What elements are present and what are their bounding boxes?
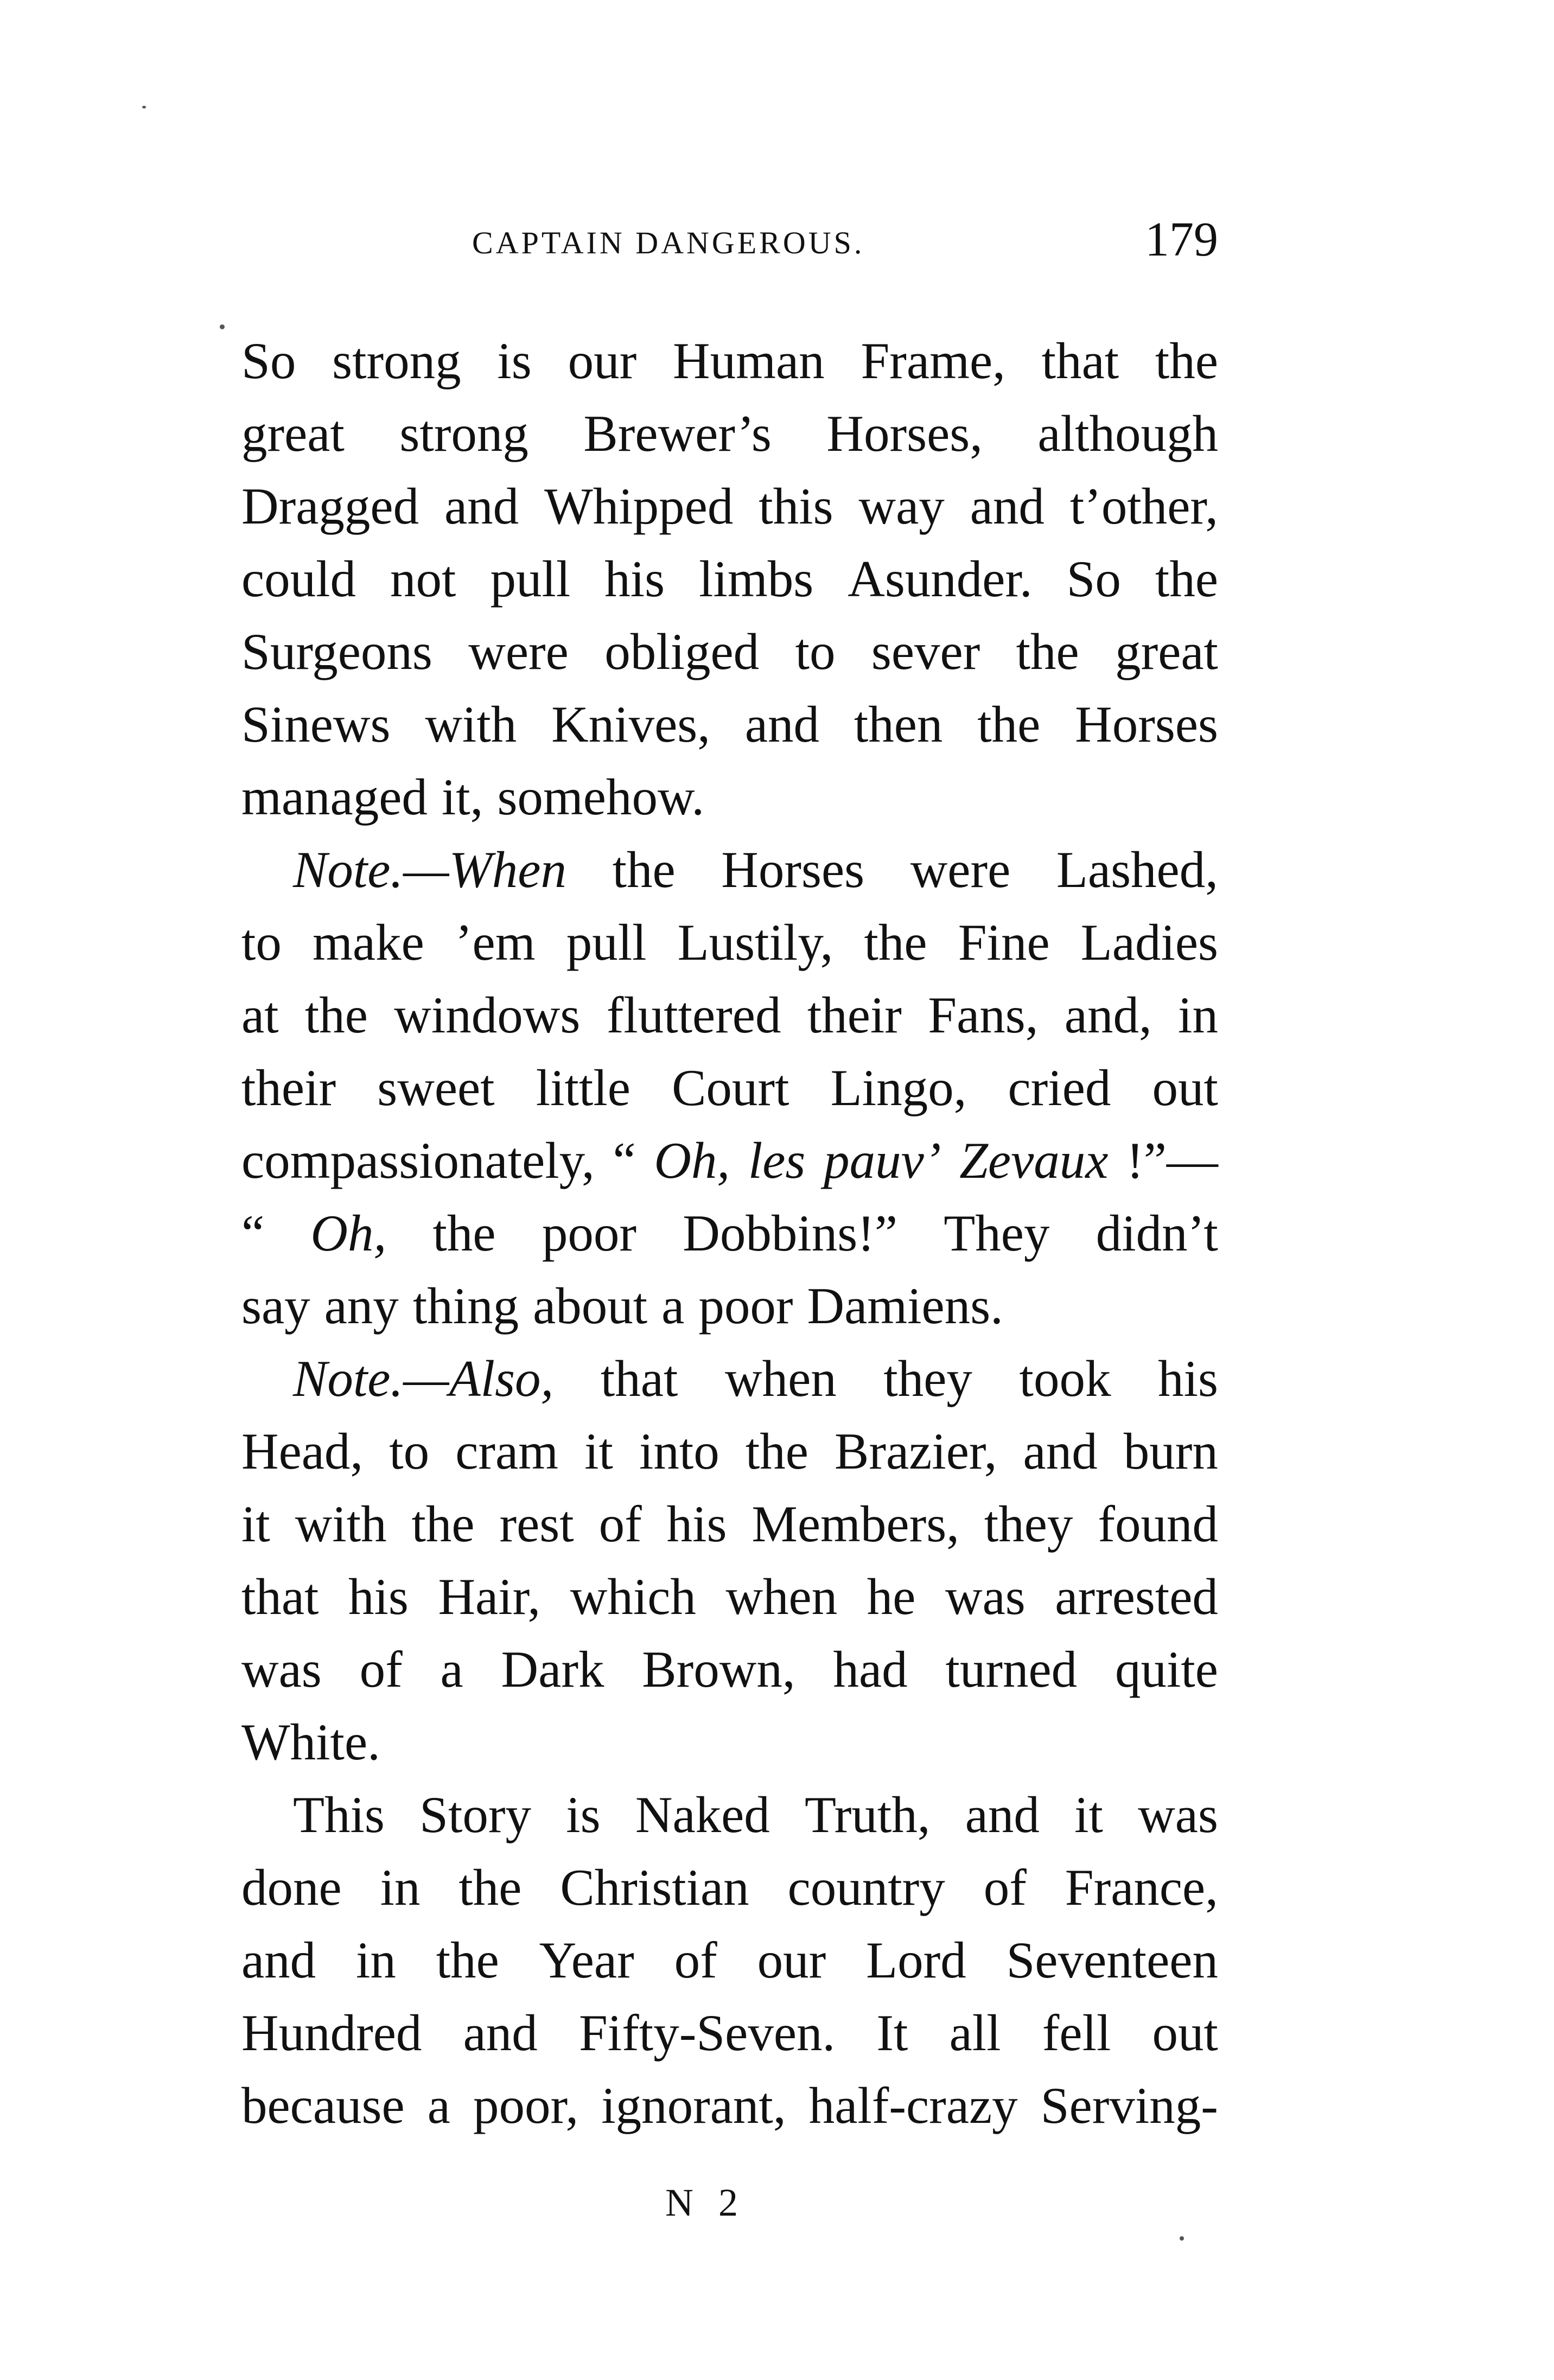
word: “ [613,1132,636,1189]
word: this [759,477,833,535]
word: windows [394,986,581,1044]
word: compassionately, [241,1132,595,1189]
body-text [241,324,1218,2142]
word: Horses, [826,405,983,462]
word: is [566,1786,601,1843]
word: that [600,1350,678,1407]
word: Human [672,332,825,390]
text-line [241,1415,1218,1488]
word: it [584,1422,613,1480]
text-line [241,1560,1218,1633]
word: obliged [604,623,760,680]
word: Whipped [544,477,734,535]
word: in [356,1931,396,1989]
word: could [241,550,356,608]
word: Court [672,1059,789,1116]
word: poor, [473,2077,579,2134]
word: at [241,986,279,1044]
word: Dark [501,1641,604,1698]
text-line [241,1051,1218,1124]
word: Truth, [805,1786,931,1843]
word: that [1041,332,1119,390]
text-line [241,906,1218,979]
word: it, [441,768,483,826]
word: fluttered [606,986,781,1044]
word: Oh, [310,1204,387,1262]
word: of [598,1495,642,1553]
word: So [241,332,296,390]
word: thing [412,1277,519,1335]
word: of [983,1859,1027,1916]
word: Knives, [551,696,710,753]
word: they [984,1495,1073,1553]
page-number: 179 [1145,213,1218,266]
word: although [1037,405,1218,462]
word: Naked [635,1786,770,1843]
word: done [241,1859,342,1916]
text-line [241,2069,1218,2142]
word: This [293,1786,385,1843]
word: great [241,405,345,462]
running-title: CAPTAIN DANGEROUS. [472,225,865,260]
word: any [324,1277,399,1335]
word: was [241,1641,322,1698]
word: Fans, [928,986,1039,1044]
word: and [463,2004,538,2062]
word: Oh, [654,1132,730,1189]
word: were [910,841,1011,898]
text-line [241,397,1218,470]
word: poor [698,1277,793,1335]
word: Brown, [642,1641,795,1698]
word: Members, [751,1495,959,1553]
word: a [661,1277,685,1335]
word: took [1019,1350,1111,1407]
word: had [833,1641,908,1698]
word: arrested [1055,1568,1218,1625]
word: !”— [1126,1132,1218,1189]
word: our [568,332,637,390]
word: Asunder. [848,550,1033,608]
word: quite [1115,1641,1218,1698]
word: and, [1064,986,1152,1044]
word: Frame, [861,332,1005,390]
word: It [876,2004,908,2062]
text-line [241,543,1218,615]
text-line [241,1706,1218,1778]
word: then [854,696,943,753]
word: his [666,1495,727,1553]
word: half-crazy [808,2077,1018,2134]
word: and [241,1931,316,1989]
word: turned [945,1641,1078,1698]
word: They [944,1204,1050,1262]
text-line [241,1197,1218,1269]
word: ignorant, [601,2077,786,2134]
word: say [241,1277,310,1335]
word: pauv’ [824,1132,941,1189]
word: Head, [241,1422,364,1480]
word: because [241,2077,405,2134]
word: Hundred [241,2004,422,2062]
signature-mark: N 2 [665,2181,746,2224]
text-line [241,979,1218,1051]
word: the [432,1204,496,1262]
text-line [241,833,1218,906]
text-line [241,1633,1218,1706]
word: the [458,1859,522,1916]
word: Dobbins!” [683,1204,898,1262]
word: Dragged [241,477,419,535]
text-line [241,688,1218,761]
word: Sinews [241,696,391,753]
word: fell [1042,2004,1111,2062]
word: his [604,550,665,608]
word: Serving- [1040,2077,1218,2134]
text-line [241,1342,1218,1415]
word: the [745,1422,808,1480]
word: his [1158,1350,1218,1407]
word: pull [566,914,647,971]
word: Hair, [438,1568,541,1625]
word: Surgeons [241,623,432,680]
word: Note.—When [293,841,566,898]
word: sever [871,623,980,680]
word: the [612,841,676,898]
word: great [1115,623,1218,680]
word: out [1152,2004,1218,2062]
paper-speck [142,106,146,109]
word: burn [1123,1422,1218,1480]
word: somehow. [497,768,705,826]
word: they [883,1350,972,1407]
word: not [390,550,456,608]
text-line [241,1488,1218,1560]
word: and [744,696,819,753]
word: the [1155,332,1218,390]
word: rest [499,1495,574,1553]
text-line [241,470,1218,543]
word: that [241,1568,319,1625]
word: in [1178,986,1218,1044]
word: is [497,332,532,390]
word: “ [241,1204,265,1262]
text-line [241,761,1218,833]
word: into [639,1422,719,1480]
word: didn’t [1096,1204,1218,1262]
text-line [241,615,1218,688]
word: of [674,1931,717,1989]
word: ’em [455,914,536,971]
word: which [570,1568,696,1625]
word: Lord [866,1931,966,1989]
word: our [757,1931,826,1989]
word: the [304,986,368,1044]
word: country [787,1859,945,1916]
word: Brewer’s [583,405,772,462]
word: cram [455,1422,559,1480]
word: Damiens. [807,1277,1003,1335]
word: the [1155,550,1218,608]
word: managed [241,768,428,826]
word: to [795,623,836,680]
word: way [858,477,945,535]
word: Horses [1075,696,1218,753]
text-line [241,1996,1218,2069]
word: sweet [377,1059,495,1116]
word: Lustily, [677,914,833,971]
text-line [241,324,1218,397]
word: of [359,1641,403,1698]
word: their [807,986,902,1044]
word: t’other, [1069,477,1218,535]
word: Seventeen [1006,1931,1218,1989]
word: their [241,1059,336,1116]
word: about [533,1277,648,1335]
word: and [970,477,1045,535]
word: was [1138,1786,1218,1843]
word: Lingo, [830,1059,967,1116]
word: Christian [560,1859,749,1916]
word: Fine [958,914,1050,971]
word: found [1098,1495,1218,1553]
word: with [425,696,517,753]
word: when [725,1568,838,1625]
word: to [241,914,282,971]
word: with [295,1495,387,1553]
word: it [1074,1786,1103,1843]
word: cried [1008,1059,1111,1116]
paper-speck [1180,2236,1184,2241]
word: and [965,1786,1040,1843]
word: So [1066,550,1121,608]
word: make [313,914,424,971]
text-line [241,1851,1218,1924]
word: when [724,1350,837,1407]
word: the [436,1931,499,1989]
word: Brazier, [835,1422,997,1480]
word: Zevaux [959,1132,1109,1189]
word: to [389,1422,430,1480]
text-line [241,1924,1218,1996]
word: it [241,1495,270,1553]
word: was [945,1568,1026,1625]
word: White. [241,1713,380,1771]
word: a [440,1641,463,1698]
word: Lashed, [1056,841,1218,898]
word: little [536,1059,630,1116]
text-line [241,1124,1218,1197]
word: in [380,1859,421,1916]
text-line [241,1778,1218,1851]
word: the [411,1495,475,1553]
word: Note.—Also, [293,1350,554,1407]
word: his [348,1568,409,1625]
word: strong [399,405,528,462]
word: were [468,623,569,680]
word: Horses [721,841,865,898]
word: Story [419,1786,532,1843]
word: he [867,1568,916,1625]
word: the [864,914,927,971]
paper-speck [220,324,225,329]
word: les [748,1132,806,1189]
word: and [444,477,519,535]
word: Ladies [1080,914,1218,971]
word: and [1023,1422,1098,1480]
word: poor [542,1204,636,1262]
word: Year [539,1931,634,1989]
word: Fifty-Seven. [578,2004,836,2062]
word: France, [1065,1859,1218,1916]
word: a [427,2077,450,2134]
word: strong [332,332,461,390]
word: the [1016,623,1079,680]
word: pull [490,550,571,608]
word: the [977,696,1041,753]
text-line [241,1269,1218,1342]
word: all [949,2004,1001,2062]
word: limbs [699,550,814,608]
word: out [1152,1059,1218,1116]
